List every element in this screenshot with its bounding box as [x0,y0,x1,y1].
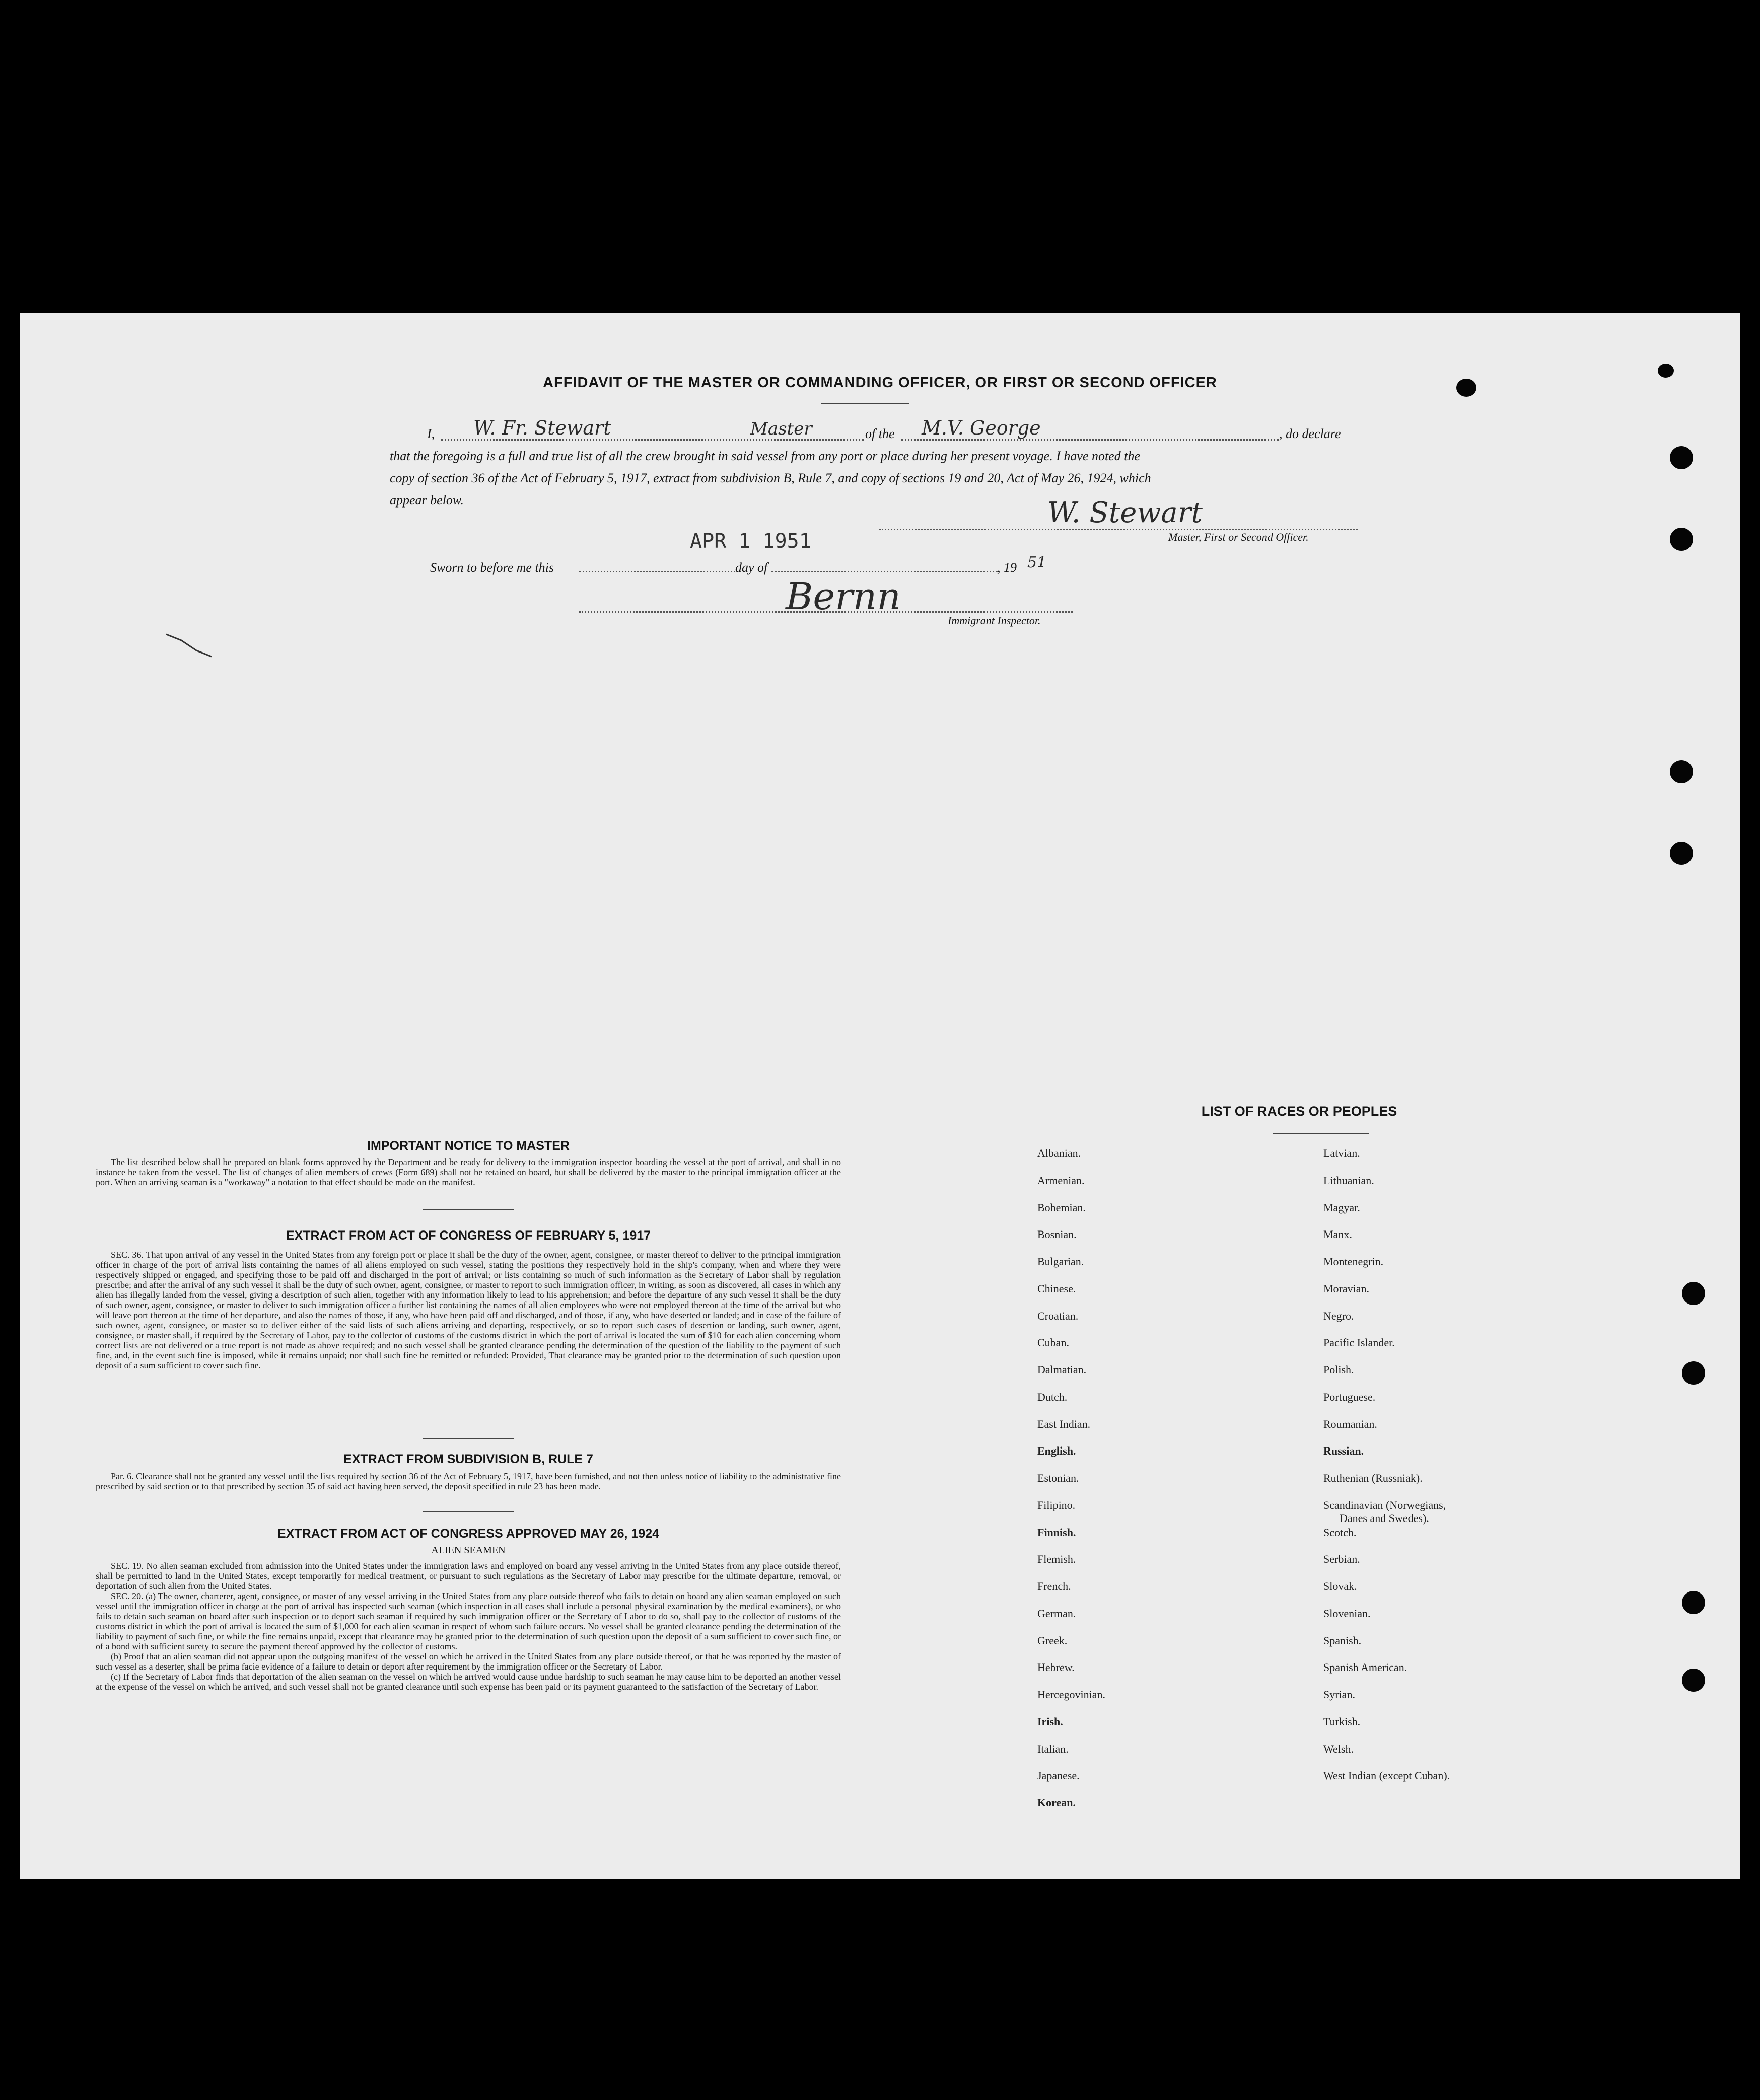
sworn-date-line [579,571,735,572]
signature-caption: Master, First or Second Officer. [1168,531,1309,543]
act-1917-title: EXTRACT FROM ACT OF CONGRESS OF FEBRUARY 5, 1917 [286,1228,651,1243]
race-item: German. [1037,1607,1076,1620]
master-rank-handwritten: Master [750,419,812,439]
race-item: Turkish. [1323,1715,1361,1728]
race-item: Serbian. [1323,1553,1360,1566]
race-item: Moravian. [1323,1282,1370,1295]
race-item: Latvian. [1323,1147,1360,1160]
month-line [771,571,998,572]
race-item: Italian. [1037,1742,1069,1755]
sworn-label: Sworn to before me this [430,560,554,575]
inspector-caption: Immigrant Inspector. [948,614,1041,627]
race-item: Roumanian. [1323,1417,1377,1430]
race-item: French. [1037,1580,1071,1592]
race-item: English. [1037,1444,1076,1458]
rule-7-paragraph: Par. 6. Clearance shall not be granted any vessel until the lists required by section 36 of the Act of February 5, 1917, have been furnished, and not then unless notice of liability to the administrative fine prescribed by said section or to that prescribed by section 35 of said act having been served, the deposit specified in rule 23 has been made. [96,1471,841,1491]
race-item: Albanian. [1037,1147,1081,1160]
punch-hole [1670,842,1693,865]
punch-hole [1682,1361,1705,1385]
race-item: Montenegrin. [1323,1255,1384,1268]
form-sheet [20,313,1740,1879]
notice-text [96,1157,841,1187]
race-item: Welsh. [1323,1742,1354,1755]
master-name-handwritten: W. Fr. Stewart [473,417,611,439]
race-item: Lithuanian. [1323,1174,1374,1187]
race-item: Spanish American. [1323,1661,1407,1674]
race-item: Polish. [1323,1363,1354,1376]
rule-7-title: EXTRACT FROM SUBDIVISION B, RULE 7 [343,1452,593,1466]
race-item: Portuguese. [1323,1390,1376,1403]
race-item: West Indian (except Cuban). [1323,1769,1450,1782]
race-item: Magyar. [1323,1201,1360,1214]
race-item: Hebrew. [1037,1661,1075,1674]
of-the-label: of the [865,426,895,441]
inspector-signature: Bernn [786,575,901,618]
race-item: Hercegovinian. [1037,1688,1105,1701]
races-title: LIST OF RACES OR PEOPLES [1201,1104,1397,1119]
title-rule [821,403,909,404]
punch-hole [1682,1591,1705,1614]
notice-title: IMPORTANT NOTICE TO MASTER [367,1139,570,1153]
name-field-line [441,439,864,441]
act-1924-text [96,1561,841,1692]
section-divider [423,1511,514,1512]
race-item: Cuban. [1037,1336,1069,1349]
race-item: Danes and Swedes). [1340,1511,1429,1525]
act-1924-subtitle: ALIEN SEAMEN [431,1545,506,1556]
affidavit-prefix: I, [427,426,435,441]
punch-hole [1670,760,1693,783]
race-item: Syrian. [1323,1688,1355,1701]
race-item: Russian. [1323,1444,1364,1458]
race-item: Chinese. [1037,1282,1076,1295]
race-item: Armenian. [1037,1174,1085,1187]
race-item: Ruthenian (Russniak). [1323,1472,1423,1484]
race-item: Bosnian. [1037,1228,1077,1241]
race-item: East Indian. [1037,1417,1091,1430]
race-item: Filipino. [1037,1498,1076,1511]
race-item: Dutch. [1037,1390,1068,1403]
master-signature: W. Stewart [1047,496,1203,529]
year-prefix: , 19 [997,560,1017,575]
act-1917-paragraph: SEC. 36. That upon arrival of any vessel in the United States from any foreign port or place it shall be the duty of the owner, agent, consignee, or master thereof to deliver to the principal immigration officer in charge of the port of arrival lists containing the names of all aliens employed on such vessel, stating the positions they respectively hold in the ship's company, when and where they were respectively shipped or engaged, and specifying those to be paid off and discharged in the port of arrival; or lists containing so much of such information as the Secretary of Labor shall by regulation prescribe; and after the arrival of any such vessel it shall be the duty of such owner, agent, consignee, or master to report to such immigration officer, in writing, as soon as discovered, all cases in which any alien has illegally landed from the vessel, giving a description of such alien, together with any information likely to lead to his apprehension; and before the departure of any such vessel it shall be the duty of such owner, agent, consignee, or master to deliver to such immigration officer a further list containing the names of all alien employees who were not employed thereon at the time of the arrival but who will leave port thereon at the time of her departure, and also the names of those, if any, who have been paid off and discharged, and of those, if any, who have deserted or landed; and in case of the failure of such owner, agent, consignee, or master so to deliver either of the said lists of such aliens arriving and departing, respectively, or so to report such cases of desertion or landing, such owner, agent, consignee, or master shall, if required by the Secretary of Labor, pay to the collector of customs of the customs district in which the port of arrival is located the sum of $10 for each alien concerning whom correct lists are not delivered or a true report is not made as above required; and no such vessel shall be granted clearance pending the determination of the question of the liability to the payment of such fine, and, in the event such fine is imposed, while it remains unpaid; nor shall such fine be remitted or refunded: Provided, That clearance may be granted prior to the determination of such question upon deposit of a sum sufficient to cover such fine. [96,1250,841,1370]
stray-pen-mark [161,625,232,666]
act-1924-sec-19: SEC. 19. No alien seaman excluded from admission into the United States under the immigration laws and employed on board any vessel arriving in the United States from any place outside thereof, shall be permitted to land in the United States, except temporarily for medical treatment, or pursuant to such regulations as the Secretary of Labor may prescribe for the ultimate departure, removal, or deportation of such alien from the United States. [96,1561,841,1591]
punch-hole [1670,446,1693,469]
date-stamp: APR 1 1951 [690,530,811,553]
affidavit-line-4: appear below. [390,493,464,508]
section-divider [423,1209,514,1210]
race-item: Flemish. [1037,1553,1076,1566]
affidavit-title: AFFIDAVIT OF THE MASTER OR COMMANDING OFFICER, OR FIRST OR SECOND OFFICER [543,375,1217,391]
year-handwritten: 51 [1027,554,1047,571]
race-item: Manx. [1323,1228,1352,1241]
races-title-rule [1273,1133,1369,1134]
day-of-label: day of [735,560,768,575]
race-item: Spanish. [1323,1634,1362,1647]
do-declare-label: , do declare [1279,426,1341,441]
affidavit-line-1 [427,423,435,445]
race-item: Scandinavian (Norwegians, [1323,1498,1446,1511]
race-item: Greek. [1037,1634,1068,1647]
race-item: Bohemian. [1037,1201,1086,1214]
race-item: Dalmatian. [1037,1363,1087,1376]
section-divider [423,1438,514,1439]
race-item: Irish. [1037,1715,1063,1728]
race-item: Finnish. [1037,1526,1076,1539]
rule-7-text [96,1471,841,1491]
race-item: Slovak. [1323,1580,1357,1592]
race-item: Slovenian. [1323,1607,1371,1620]
act-1924-title: EXTRACT FROM ACT OF CONGRESS APPROVED MAY 26, 1924 [277,1527,660,1541]
punch-hole [1682,1669,1705,1692]
punch-hole [1682,1282,1705,1305]
act-1924-sec-20b: (b) Proof that an alien seaman did not appear upon the outgoing manifest of the vessel on which he arrived in the United States from any place outside thereof, or that he was reported by the master of such vessel as a deserter, shall be prima facie evidence of a failure to detain or deport after requirement by the immigration officer or the Secretary of Labor. [96,1651,841,1672]
affidavit-line-3: copy of section 36 of the Act of February 5, 1917, extract from subdivision B, Rule 7, and copy of sections 19 and 20, Act of May 26, 1924, which [390,471,1151,485]
notice-paragraph: The list described below shall be prepared on blank forms approved by the Department and be ready for delivery to the immigration inspector boarding the vessel at the port of arrival, and shall in no instance be taken from the vessel. The list of changes of alien members of crews (Form 689) shall not be retained on board, but shall be delivered by the master to the principal immigration officer at the port. When an arriving seaman is a "workaway" a notation to that effect should be made on the manifest. [96,1157,841,1187]
race-item: Pacific Islander. [1323,1336,1395,1349]
act-1924-sec-20a: SEC. 20. (a) The owner, charterer, agent, consignee, or master of any vessel arriving in the United States from any place outside thereof who fails to detain on board any alien seaman employed on such vessel until the immigration officer in charge at the port of arrival has inspected such seaman (which inspection in all cases shall include a personal physical examination by the medical examiners), or who fails to detain such seaman on board after such inspection or to deport such seaman if required by such immigration officer or the Secretary of Labor to do so, shall pay to the collector of customs of the customs district in which the port of arrival is located the sum of $1,000 for each alien seaman in respect of whom such failure occurs. No vessel shall be granted clearance pending the determination of the liability to payment of such fine, or while the fine remains unpaid, except that clearance may be granted prior to the determination of such question upon the deposit of a sum sufficient to cover such fine, or of a bond with sufficient surety to secure the payment thereof approved by the collector of customs. [96,1591,841,1651]
race-item: Negro. [1323,1309,1354,1322]
act-1924-sec-20c: (c) If the Secretary of Labor finds that deportation of the alien seaman on the vessel on which he arrived would cause undue hardship to such seaman he may cause him to be deported an another vessel at the expense of the vessel on which he arrived, and such vessel shall not be granted clearance until such expense has been paid or its payment guaranteed to the satisfaction of the Secretary of Labor. [96,1672,841,1692]
act-1917-text [96,1250,841,1370]
race-item: Croatian. [1037,1309,1079,1322]
vessel-name-handwritten: M.V. George [922,417,1041,439]
punch-hole [1670,528,1693,551]
affidavit-line-2: that the foregoing is a full and true list of all the crew brought in said vessel from any port or place during her present voyage. I have noted the [390,449,1140,463]
race-item: Japanese. [1037,1769,1080,1782]
vessel-field-line [901,439,1279,441]
race-item: Bulgarian. [1037,1255,1084,1268]
race-item: Scotch. [1323,1526,1357,1539]
race-item: Korean. [1037,1796,1076,1809]
race-item: Estonian. [1037,1472,1079,1484]
